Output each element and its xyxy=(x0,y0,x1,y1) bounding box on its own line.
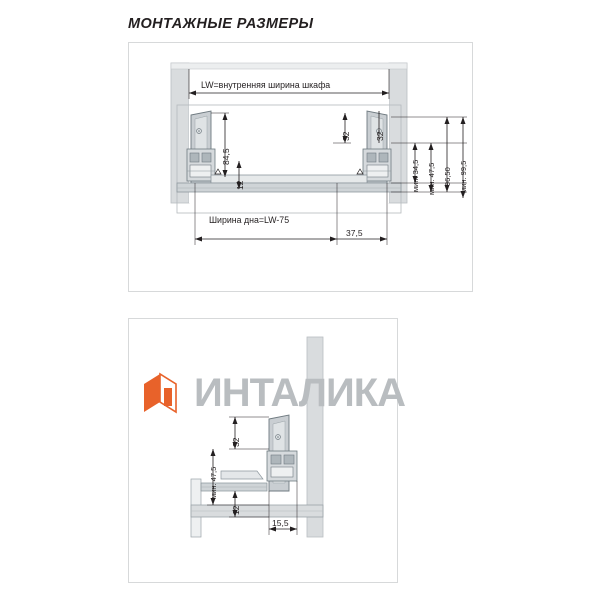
watermark-text: ИНТАЛИКА xyxy=(194,370,406,415)
dim-12-bottom: 12 xyxy=(231,505,241,515)
dim-12-top: 12 xyxy=(235,180,245,190)
dim-32-right: 32 xyxy=(375,131,385,141)
dim-32-left: 32 xyxy=(341,131,351,141)
dim-96-50: 96,50 xyxy=(443,167,452,186)
page-title: МОНТАЖНЫЕ РАЗМЕРЫ xyxy=(128,16,314,32)
label-bottom-width: Ширина дна=LW-75 xyxy=(209,215,290,225)
dim-15-5: 15,5 xyxy=(272,518,289,528)
side-view-drawing xyxy=(129,319,397,582)
dim-84-5: 84,5 xyxy=(221,148,231,165)
dim-min-99-5: мин. 99,5 xyxy=(459,160,468,193)
dim-min-47-5-bottom: мин. 47,5 xyxy=(209,466,218,499)
dim-min-34-5: мин. 34,5 xyxy=(411,159,420,192)
dim-32-bottom: 32 xyxy=(231,437,241,447)
bottom-diagram-panel xyxy=(128,318,398,583)
label-inner-width: LW=внутренняя ширина шкафа xyxy=(201,80,331,90)
top-diagram-panel xyxy=(128,42,473,292)
dim-37-5: 37,5 xyxy=(346,228,363,238)
dim-min-47-5-top: мин. 47,5 xyxy=(427,162,436,195)
